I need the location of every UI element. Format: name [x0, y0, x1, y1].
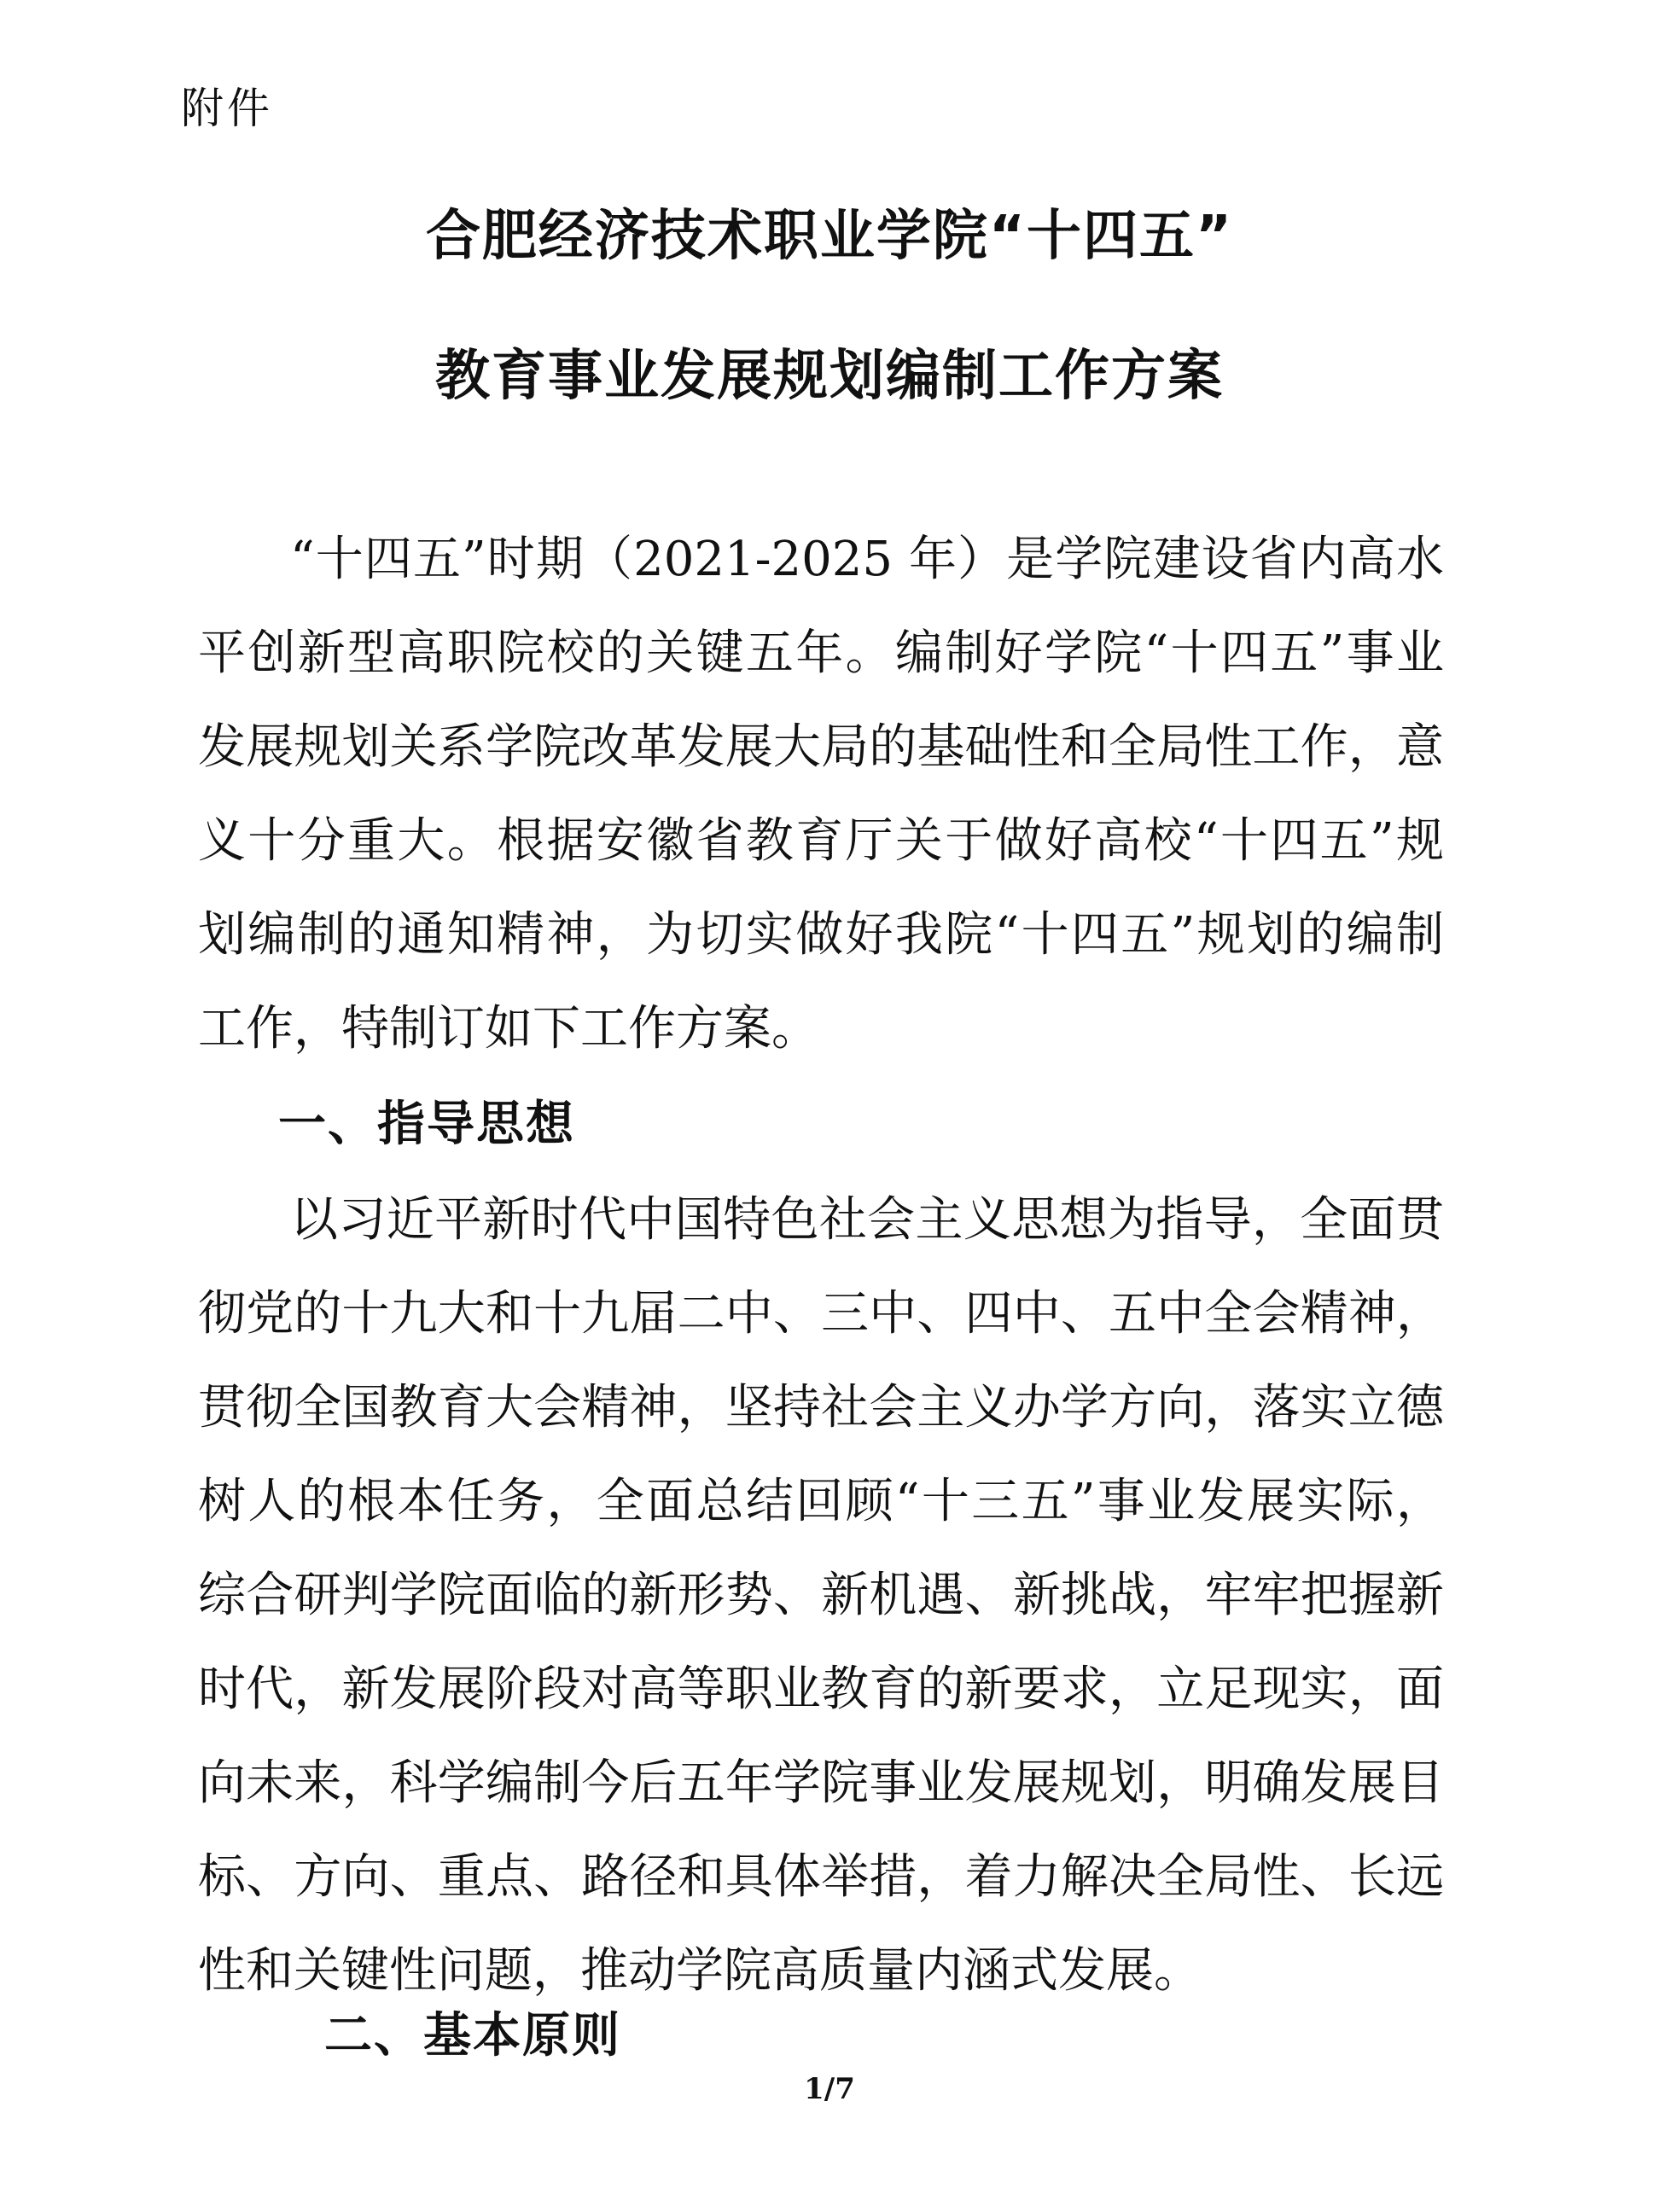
intro-paragraph-line: 工作，特制订如下工作方案。: [198, 1001, 819, 1057]
section1-paragraph-line: 时代，新发展阶段对高等职业教育的新要求，立足现实，面: [198, 1662, 1444, 1717]
intro-paragraph-line: 发展规划关系学院改革发展大局的基础性和全局性工作，意: [198, 719, 1444, 775]
intro-paragraph-line: 平创新型高职院校的关键五年。编制好学院“十四五”事业: [198, 626, 1444, 681]
section1-paragraph-line: 以习近平新时代中国特色社会主义思想为指导，全面贯: [290, 1192, 1444, 1248]
section1-paragraph-line: 综合研判学院面临的新形势、新机遇、新挑战，牢牢把握新: [198, 1568, 1444, 1623]
section1-paragraph-line: 标、方向、重点、路径和具体举措，着力解决全局性、长远: [198, 1849, 1444, 1905]
intro-paragraph-line: 义十分重大。根据安徽省教育厅关于做好高校“十四五”规: [198, 813, 1444, 869]
document-title-line-2: 教育事业发展规划编制工作方案: [435, 345, 1224, 408]
section1-paragraph-line: 向未来，科学编制今后五年学院事业发展规划，明确发展目: [198, 1755, 1444, 1811]
section1-paragraph-line: 贯彻全国教育大会精神，坚持社会主义办学方向，落实立德: [198, 1380, 1444, 1435]
intro-paragraph-line: “十四五”时期（2021-2025 年）是学院建设省内高水: [290, 532, 1444, 587]
section1-paragraph-line: 性和关键性问题，推动学院高质量内涵式发展。: [198, 1943, 1202, 1999]
section1-paragraph-line: 树人的根本任务，全面总结回顾“十三五”事业发展实际，: [198, 1474, 1444, 1529]
attachment-label: 附件: [181, 84, 273, 133]
intro-paragraph-line: 划编制的通知精神，为切实做好我院“十四五”规划的编制: [198, 907, 1444, 963]
section-heading-guiding-ideology: 一、指导思想: [278, 1097, 575, 1152]
page-number: 1/7: [804, 2072, 855, 2106]
section-heading-basic-principles: 二、基本原则: [324, 2008, 621, 2064]
section1-paragraph-line: 彻党的十九大和十九届二中、三中、四中、五中全会精神，: [198, 1286, 1444, 1342]
document-title-line-1: 合肥经济技术职业学院“十四五”: [425, 205, 1234, 268]
